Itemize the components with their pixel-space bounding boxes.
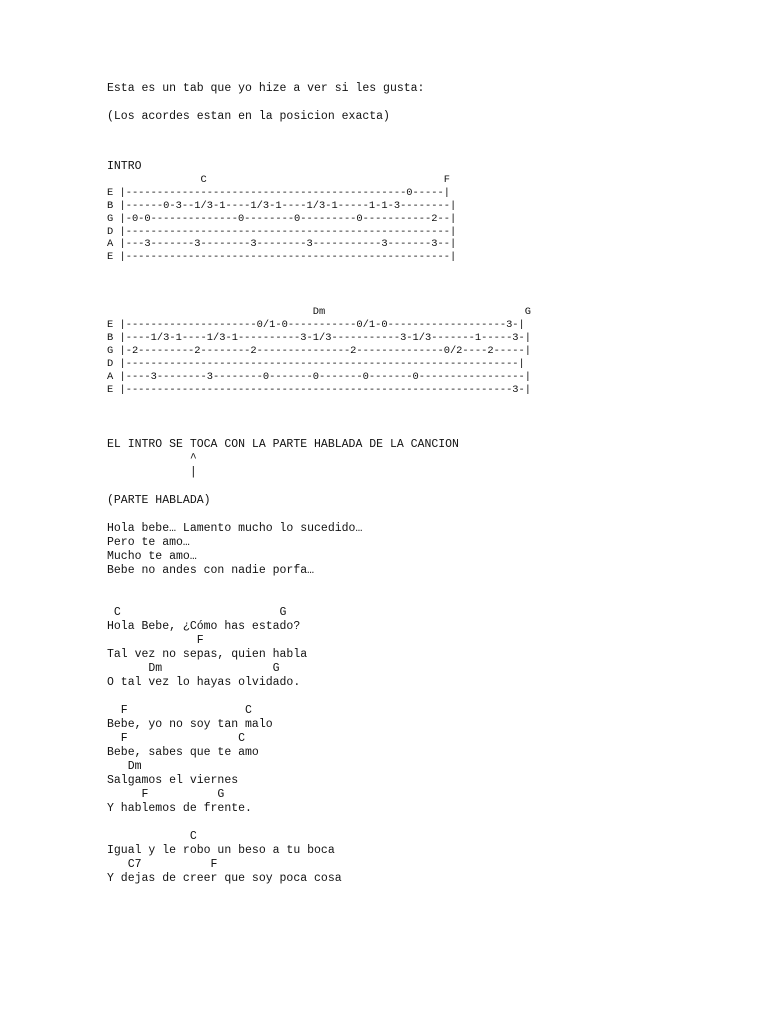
blank-line bbox=[107, 480, 757, 494]
spoken-line-3: Mucho te amo… bbox=[107, 550, 197, 564]
tab1-string-d: D |----------------------------------------------------| bbox=[107, 225, 457, 238]
blank-line bbox=[107, 690, 757, 704]
tab2-string-a: A |----3--------3--------0-------0-------0-------0-----------------| bbox=[107, 370, 532, 383]
lyric-line: Bebe, sabes que te amo bbox=[107, 746, 259, 760]
tab2-string-e-low: E |--------------------------------------------------------------3-| bbox=[107, 383, 532, 396]
lyric-line: Y dejas de creer que soy poca cosa bbox=[107, 872, 342, 886]
arrow-bar: | bbox=[107, 466, 197, 480]
tablature-intro-1 bbox=[107, 174, 757, 264]
intro-text-line-1: Esta es un tab que yo hize a ver si les gusta: bbox=[107, 82, 425, 95]
tab2-string-b: B |----1/3-1----1/3-1----------3-1/3-----------3-1/3-------1-----3-| bbox=[107, 332, 532, 345]
lyric-line: Bebe, yo no soy tan malo bbox=[107, 718, 273, 732]
tab1-string-g: G |-0-0--------------0--------0---------0-----------2--| bbox=[107, 212, 457, 225]
tab2-chord-line: Dm G bbox=[107, 306, 532, 319]
chord-line: C bbox=[107, 830, 197, 844]
chord-line: F C bbox=[107, 704, 252, 718]
tab1-string-e-high: E |---------------------------------------------0-----| bbox=[107, 186, 450, 199]
lyric-line: Hola Bebe, ¿Cómo has estado? bbox=[107, 620, 301, 634]
verse-2 bbox=[107, 704, 757, 816]
lyric-line: O tal vez lo hayas olvidado. bbox=[107, 676, 301, 690]
chord-line: F G bbox=[107, 788, 225, 802]
spoken-line-1: Hola bebe… Lamento mucho lo sucedido… bbox=[107, 522, 363, 536]
lyric-line: Salgamos el viernes bbox=[107, 774, 239, 788]
chord-line: C G bbox=[107, 606, 287, 620]
chord-line: F bbox=[107, 634, 204, 648]
verse-1 bbox=[107, 606, 757, 690]
tab1-string-e-low: E |----------------------------------------------------| bbox=[107, 251, 457, 264]
lyric-line: Y hablemos de frente. bbox=[107, 802, 252, 816]
blank-line bbox=[107, 96, 757, 110]
blank-gap bbox=[107, 124, 757, 160]
tablature-intro-2 bbox=[107, 306, 757, 396]
chord-line: Dm G bbox=[107, 662, 280, 676]
verse-3 bbox=[107, 830, 757, 886]
intro-note-line: EL INTRO SE TOCA CON LA PARTE HABLADA DE LA CANCION bbox=[107, 438, 459, 452]
tab2-string-d: D |---------------------------------------------------------------| bbox=[107, 357, 525, 370]
tab1-chord-line: C F bbox=[107, 174, 450, 186]
tab1-string-a: A |---3-------3--------3--------3-----------3-------3--| bbox=[107, 238, 457, 251]
tab2-string-e-high: E |---------------------0/1-0-----------0/1-0-------------------3-| bbox=[107, 319, 525, 332]
intro-heading: INTRO bbox=[107, 160, 142, 173]
chord-line: C7 F bbox=[107, 858, 218, 872]
blank-line bbox=[107, 508, 757, 522]
blank-gap bbox=[107, 396, 757, 438]
lyric-line: Tal vez no sepas, quien habla bbox=[107, 648, 308, 662]
chord-line: F C bbox=[107, 732, 246, 746]
caret-arrow: ^ bbox=[107, 452, 197, 466]
blank-gap bbox=[107, 578, 757, 606]
spoken-line-2: Pero te amo… bbox=[107, 536, 190, 550]
tab2-string-g: G |-2---------2--------2---------------2--------------0/2----2-----| bbox=[107, 344, 532, 357]
tab1-string-b: B |------0-3--1/3-1----1/3-1----1/3-1-----1-1-3--------| bbox=[107, 199, 457, 212]
intro-text-line-2: (Los acordes estan en la posicion exacta) bbox=[107, 110, 390, 123]
lyric-line: Igual y le robo un beso a tu boca bbox=[107, 844, 335, 858]
blank-gap bbox=[107, 264, 757, 306]
document-page bbox=[107, 82, 757, 886]
blank-line bbox=[107, 816, 757, 830]
spoken-line-4: Bebe no andes con nadie porfa… bbox=[107, 564, 315, 578]
chord-line: Dm bbox=[107, 760, 142, 774]
spoken-heading: (PARTE HABLADA) bbox=[107, 494, 211, 508]
